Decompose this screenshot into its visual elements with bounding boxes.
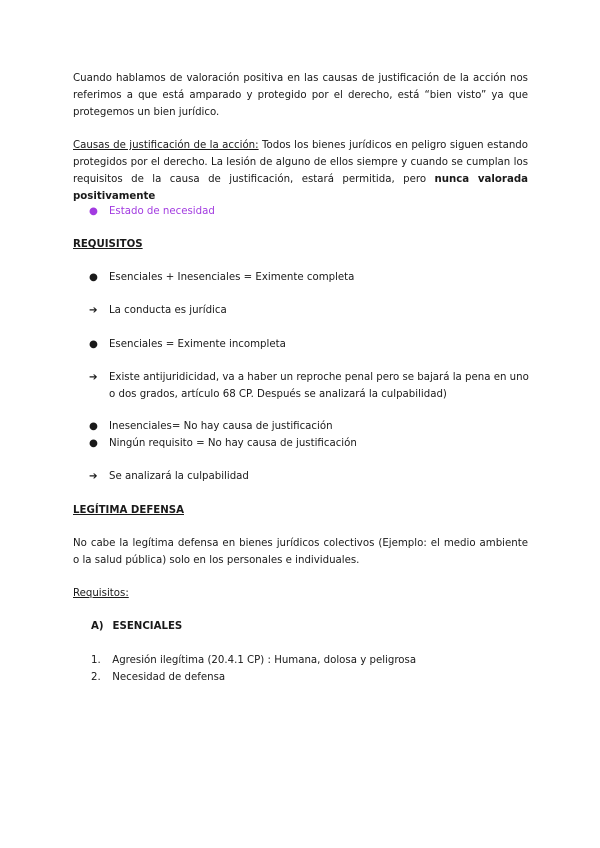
section-title: ESENCIALES [112,621,183,632]
estado-necesidad-item [89,203,529,220]
bullet-icon: ● [89,339,98,350]
causas-text: Todos los bienes jurídicos en peligro siguen estando protegidos por el derecho. La lesión de alguno de ellos siempre y cuando se cumplan los requisitos de la causa de justificación, estará permitida, pero [73,140,529,185]
requisitos-heading: REQUISITOS [73,239,143,250]
list-item: ● Esenciales = Eximente incompleta [89,336,529,353]
causas-title: Causas de justificación de la acción: [73,140,259,151]
list-item: ➔ Se analizará la culpabilidad [89,468,529,485]
list-item: ● Ningún requisito = No hay causa de justificación [89,435,529,452]
causas-paragraph [73,137,528,205]
legitima-defensa-heading: LEGÍTIMA DEFENSA [73,505,184,516]
bullet-icon: ● [89,421,98,432]
bullet-icon: ● [89,206,98,217]
intro-paragraph: Cuando hablamos de valoración positiva en las causas de justificación de la acción nos referimos a que está amparado y protegido por el derecho, está “bien visto” ya que protegemos un bien jurídico. [73,73,528,118]
section-marker: A) [91,621,104,632]
list-item: ➔ Existe antijuridicidad, va a haber un reproche penal pero se bajará la pena en uno o dos grados, artículo 68 CP. Después se analizará la culpabilidad) [89,369,529,403]
causas-bold: nunca valorada positivamente [73,174,528,202]
estado-label: Estado de necesidad [109,206,215,217]
legitima-paragraph: No cabe la legítima defensa en bienes jurídicos colectivos (Ejemplo: el medio ambiente o la salud pública) solo en los personales e individuales. [73,538,528,566]
esenciales-section [91,618,182,635]
list-item: ➔ La conducta es jurídica [89,302,529,319]
list-item: ● Esenciales + Inesenciales = Eximente completa [89,269,529,286]
arrow-icon: ➔ [89,372,98,383]
bullet-icon: ● [89,438,98,449]
list-item: 1. Agresión ilegítima (20.4.1 CP) : Humana, dolosa y peligrosa [91,655,417,666]
bullet-icon: ● [89,272,98,283]
arrow-icon: ➔ [89,471,98,482]
requisitos-subheading: Requisitos: [73,588,129,599]
arrow-icon: ➔ [89,305,98,316]
list-item: 2. Necesidad de defensa [91,672,226,683]
list-item: ● Inesenciales= No hay causa de justificación [89,418,529,435]
